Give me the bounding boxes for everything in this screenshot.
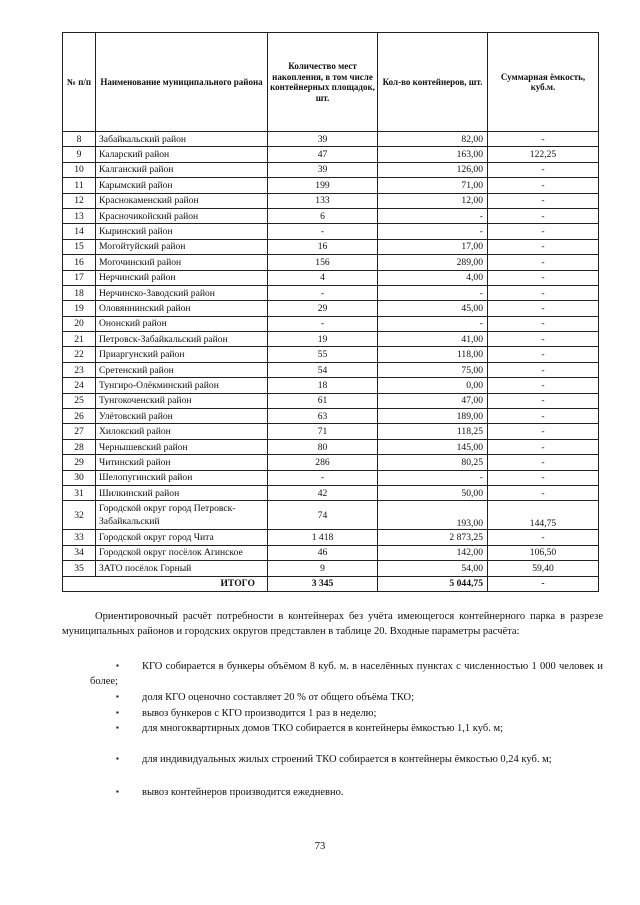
district-name: Тунгиро-Олёкминский район bbox=[96, 378, 268, 393]
row-number: 9 bbox=[63, 147, 96, 162]
header-qty: Кол-во контейнеров, шт. bbox=[378, 33, 488, 132]
district-name: Городской округ город Петровск-Забайкальский bbox=[96, 501, 268, 530]
containers-count: 45,00 bbox=[378, 301, 488, 316]
row-number: 20 bbox=[63, 316, 96, 331]
district-name: Могочинский район bbox=[96, 255, 268, 270]
containers-count: 47,00 bbox=[378, 393, 488, 408]
sites-count: 46 bbox=[268, 545, 378, 560]
parameter-item: вывоз бункеров с КГО производится 1 раз в неделю; bbox=[142, 708, 377, 719]
containers-count: 142,00 bbox=[378, 545, 488, 560]
sites-count: 29 bbox=[268, 301, 378, 316]
sites-count: 61 bbox=[268, 393, 378, 408]
sites-count: 19 bbox=[268, 332, 378, 347]
containers-count: - bbox=[378, 224, 488, 239]
sites-count: 16 bbox=[268, 239, 378, 254]
table-row bbox=[63, 530, 599, 545]
containers-count: 82,00 bbox=[378, 132, 488, 147]
row-number: 31 bbox=[63, 485, 96, 500]
containers-count: 12,00 bbox=[378, 193, 488, 208]
district-name: Калганский район bbox=[96, 162, 268, 177]
containers-count: - bbox=[378, 316, 488, 331]
sites-count: 199 bbox=[268, 178, 378, 193]
sites-count: - bbox=[268, 316, 378, 331]
header-num: № п/п bbox=[63, 33, 96, 132]
district-name: Улётовский район bbox=[96, 409, 268, 424]
row-number: 21 bbox=[63, 332, 96, 347]
district-name: Городской округ посёлок Агинское bbox=[96, 545, 268, 560]
containers-count: 145,00 bbox=[378, 439, 488, 454]
district-name: Приаргунский район bbox=[96, 347, 268, 362]
containers-count: 80,25 bbox=[378, 455, 488, 470]
total-capacity: - bbox=[488, 239, 599, 254]
total-capacity: - bbox=[488, 178, 599, 193]
row-number: 13 bbox=[63, 208, 96, 223]
table-row bbox=[63, 132, 599, 147]
table-row bbox=[63, 393, 599, 408]
total-capacity: - bbox=[488, 270, 599, 285]
table-row bbox=[63, 501, 599, 530]
district-name: Тунгокоченский район bbox=[96, 393, 268, 408]
district-name: Оловяннинский район bbox=[96, 301, 268, 316]
total-capacity: - bbox=[488, 132, 599, 147]
row-number: 28 bbox=[63, 439, 96, 454]
total-label: ИТОГО bbox=[63, 576, 268, 592]
containers-count: 41,00 bbox=[378, 332, 488, 347]
sites-count: 286 bbox=[268, 455, 378, 470]
total-capacity: - bbox=[488, 470, 599, 485]
containers-table bbox=[62, 32, 599, 592]
sites-count: 39 bbox=[268, 132, 378, 147]
header-cap: Суммарная ёмкость, куб.м. bbox=[488, 33, 599, 132]
row-number: 32 bbox=[63, 501, 96, 530]
row-number: 23 bbox=[63, 362, 96, 377]
total-capacity: - bbox=[488, 255, 599, 270]
table-row bbox=[63, 162, 599, 177]
total-capacity: - bbox=[488, 530, 599, 545]
containers-count: 126,00 bbox=[378, 162, 488, 177]
row-number: 15 bbox=[63, 239, 96, 254]
sites-count: 156 bbox=[268, 255, 378, 270]
row-number: 22 bbox=[63, 347, 96, 362]
parameter-item: вывоз контейнеров производится ежедневно. bbox=[142, 787, 344, 798]
parameter-item: доля КГО оценочно составляет 20 % от общего объёма ТКО; bbox=[142, 692, 415, 703]
table-row bbox=[63, 362, 599, 377]
page-number: 73 bbox=[314, 841, 326, 852]
total-capacity: - bbox=[488, 224, 599, 239]
sites-count: 74 bbox=[268, 501, 378, 530]
row-number: 11 bbox=[63, 178, 96, 193]
sites-count: - bbox=[268, 285, 378, 300]
district-name: Чернышевский район bbox=[96, 439, 268, 454]
district-name: Ононский район bbox=[96, 316, 268, 331]
table-row bbox=[63, 255, 599, 270]
sites-count: - bbox=[268, 470, 378, 485]
total-capacity: - bbox=[488, 393, 599, 408]
containers-count: 50,00 bbox=[378, 485, 488, 500]
sites-count: 9 bbox=[268, 561, 378, 576]
district-name: Каларский район bbox=[96, 147, 268, 162]
table-row bbox=[63, 270, 599, 285]
containers-count: 54,00 bbox=[378, 561, 488, 576]
containers-count: 75,00 bbox=[378, 362, 488, 377]
sites-count: 4 bbox=[268, 270, 378, 285]
total-capacity: - bbox=[488, 332, 599, 347]
district-name: Нерчинский район bbox=[96, 270, 268, 285]
sites-count: 54 bbox=[268, 362, 378, 377]
total-capacity: 106,50 bbox=[488, 545, 599, 560]
district-name: Хилокский район bbox=[96, 424, 268, 439]
total-capacity: 122,25 bbox=[488, 147, 599, 162]
table-row bbox=[63, 424, 599, 439]
bullet-icon: ▪ bbox=[116, 692, 119, 701]
total-capacity: - bbox=[488, 162, 599, 177]
district-name: Шелопугинский район bbox=[96, 470, 268, 485]
containers-count: 118,00 bbox=[378, 347, 488, 362]
district-name: Карымский район bbox=[96, 178, 268, 193]
total-capacity: - bbox=[488, 378, 599, 393]
row-number: 33 bbox=[63, 530, 96, 545]
district-name: Сретенский район bbox=[96, 362, 268, 377]
district-name: Красночикойский район bbox=[96, 208, 268, 223]
containers-count: - bbox=[378, 208, 488, 223]
table-row bbox=[63, 316, 599, 331]
table-row bbox=[63, 378, 599, 393]
row-number: 27 bbox=[63, 424, 96, 439]
table-row bbox=[63, 147, 599, 162]
sites-count: 42 bbox=[268, 485, 378, 500]
sites-count: - bbox=[268, 224, 378, 239]
table-row bbox=[63, 485, 599, 500]
sites-count: 71 bbox=[268, 424, 378, 439]
containers-count: 71,00 bbox=[378, 178, 488, 193]
row-number: 29 bbox=[63, 455, 96, 470]
total-capacity: - bbox=[488, 455, 599, 470]
total-cap: - bbox=[488, 576, 599, 592]
district-name: Шилкинский район bbox=[96, 485, 268, 500]
row-number: 16 bbox=[63, 255, 96, 270]
bullet-icon: ▪ bbox=[116, 708, 119, 717]
total-capacity: - bbox=[488, 362, 599, 377]
total-row bbox=[63, 576, 599, 592]
district-name: Читинский район bbox=[96, 455, 268, 470]
row-number: 19 bbox=[63, 301, 96, 316]
table-row bbox=[63, 193, 599, 208]
table-row bbox=[63, 285, 599, 300]
total-capacity: 144,75 bbox=[488, 501, 599, 530]
containers-count: - bbox=[378, 470, 488, 485]
table-row bbox=[63, 409, 599, 424]
sites-count: 39 bbox=[268, 162, 378, 177]
table-row bbox=[63, 208, 599, 223]
containers-count: 2 873,25 bbox=[378, 530, 488, 545]
total-capacity: - bbox=[488, 409, 599, 424]
row-number: 8 bbox=[63, 132, 96, 147]
district-name: Кыринский район bbox=[96, 224, 268, 239]
row-number: 30 bbox=[63, 470, 96, 485]
bullet-icon: ▪ bbox=[116, 787, 119, 796]
bullet-icon: ▪ bbox=[116, 754, 119, 763]
sites-count: 1 418 bbox=[268, 530, 378, 545]
sites-count: 47 bbox=[268, 147, 378, 162]
total-capacity: - bbox=[488, 347, 599, 362]
total-capacity: 59,40 bbox=[488, 561, 599, 576]
row-number: 35 bbox=[63, 561, 96, 576]
total-count: 3 345 bbox=[268, 576, 378, 592]
containers-count: 4,00 bbox=[378, 270, 488, 285]
containers-count: 118,25 bbox=[378, 424, 488, 439]
table-header-row bbox=[63, 33, 599, 132]
containers-count: 17,00 bbox=[378, 239, 488, 254]
total-capacity: - bbox=[488, 285, 599, 300]
row-number: 18 bbox=[63, 285, 96, 300]
sites-count: 133 bbox=[268, 193, 378, 208]
table-row bbox=[63, 439, 599, 454]
containers-count: 289,00 bbox=[378, 255, 488, 270]
header-name: Наименование муниципального района bbox=[96, 33, 268, 132]
row-number: 26 bbox=[63, 409, 96, 424]
table-row bbox=[63, 301, 599, 316]
containers-count: 163,00 bbox=[378, 147, 488, 162]
row-number: 24 bbox=[63, 378, 96, 393]
district-name: Городской округ город Чита bbox=[96, 530, 268, 545]
total-qty: 5 044,75 bbox=[378, 576, 488, 592]
containers-count: 189,00 bbox=[378, 409, 488, 424]
row-number: 25 bbox=[63, 393, 96, 408]
bullet-icon: ▪ bbox=[116, 661, 119, 670]
table-row bbox=[63, 332, 599, 347]
row-number: 14 bbox=[63, 224, 96, 239]
sites-count: 55 bbox=[268, 347, 378, 362]
table-row bbox=[63, 224, 599, 239]
bullet-icon: ▪ bbox=[116, 723, 119, 732]
sites-count: 18 bbox=[268, 378, 378, 393]
table-body bbox=[63, 132, 599, 592]
containers-count: 193,00 bbox=[378, 501, 488, 530]
district-name: Нерчинско-Заводский район bbox=[96, 285, 268, 300]
parameter-item: КГО собирается в бункеры объёмом 8 куб. м. в населённых пунктах с численностью 1 000 человек и более; bbox=[90, 661, 603, 687]
row-number: 10 bbox=[63, 162, 96, 177]
district-name: Петровск-Забайкальский район bbox=[96, 332, 268, 347]
row-number: 34 bbox=[63, 545, 96, 560]
row-number: 12 bbox=[63, 193, 96, 208]
parameter-item: для индивидуальных жилых строений ТКО собирается в контейнеры ёмкостью 0,24 куб. м; bbox=[142, 754, 552, 765]
total-capacity: - bbox=[488, 316, 599, 331]
table-row bbox=[63, 239, 599, 254]
containers-count: - bbox=[378, 285, 488, 300]
total-capacity: - bbox=[488, 301, 599, 316]
sites-count: 6 bbox=[268, 208, 378, 223]
total-capacity: - bbox=[488, 439, 599, 454]
district-name: ЗАТО посёлок Горный bbox=[96, 561, 268, 576]
containers-count: 0,00 bbox=[378, 378, 488, 393]
parameter-item: для многоквартирных домов ТКО собирается в контейнеры ёмкостью 1,1 куб. м; bbox=[142, 723, 504, 734]
sites-count: 63 bbox=[268, 409, 378, 424]
total-capacity: - bbox=[488, 424, 599, 439]
table-row bbox=[63, 545, 599, 560]
intro-paragraph: Ориентировочный расчёт потребности в контейнерах без учёта имеющегося контейнерного парка в разрезе муниципальных районов и городских округов представлен в таблице 20. Входные параметры расчёта: bbox=[62, 611, 603, 637]
row-number: 17 bbox=[63, 270, 96, 285]
table-row bbox=[63, 470, 599, 485]
total-capacity: - bbox=[488, 193, 599, 208]
total-capacity: - bbox=[488, 208, 599, 223]
header-count: Количество мест накопления, в том числе контейнерных площадок, шт. bbox=[268, 33, 378, 132]
sites-count: 80 bbox=[268, 439, 378, 454]
total-capacity: - bbox=[488, 485, 599, 500]
district-name: Могойтуйский район bbox=[96, 239, 268, 254]
table-row bbox=[63, 455, 599, 470]
district-name: Краснокаменский район bbox=[96, 193, 268, 208]
district-name: Забайкальский район bbox=[96, 132, 268, 147]
table-row bbox=[63, 347, 599, 362]
table-row bbox=[63, 561, 599, 576]
table-row bbox=[63, 178, 599, 193]
